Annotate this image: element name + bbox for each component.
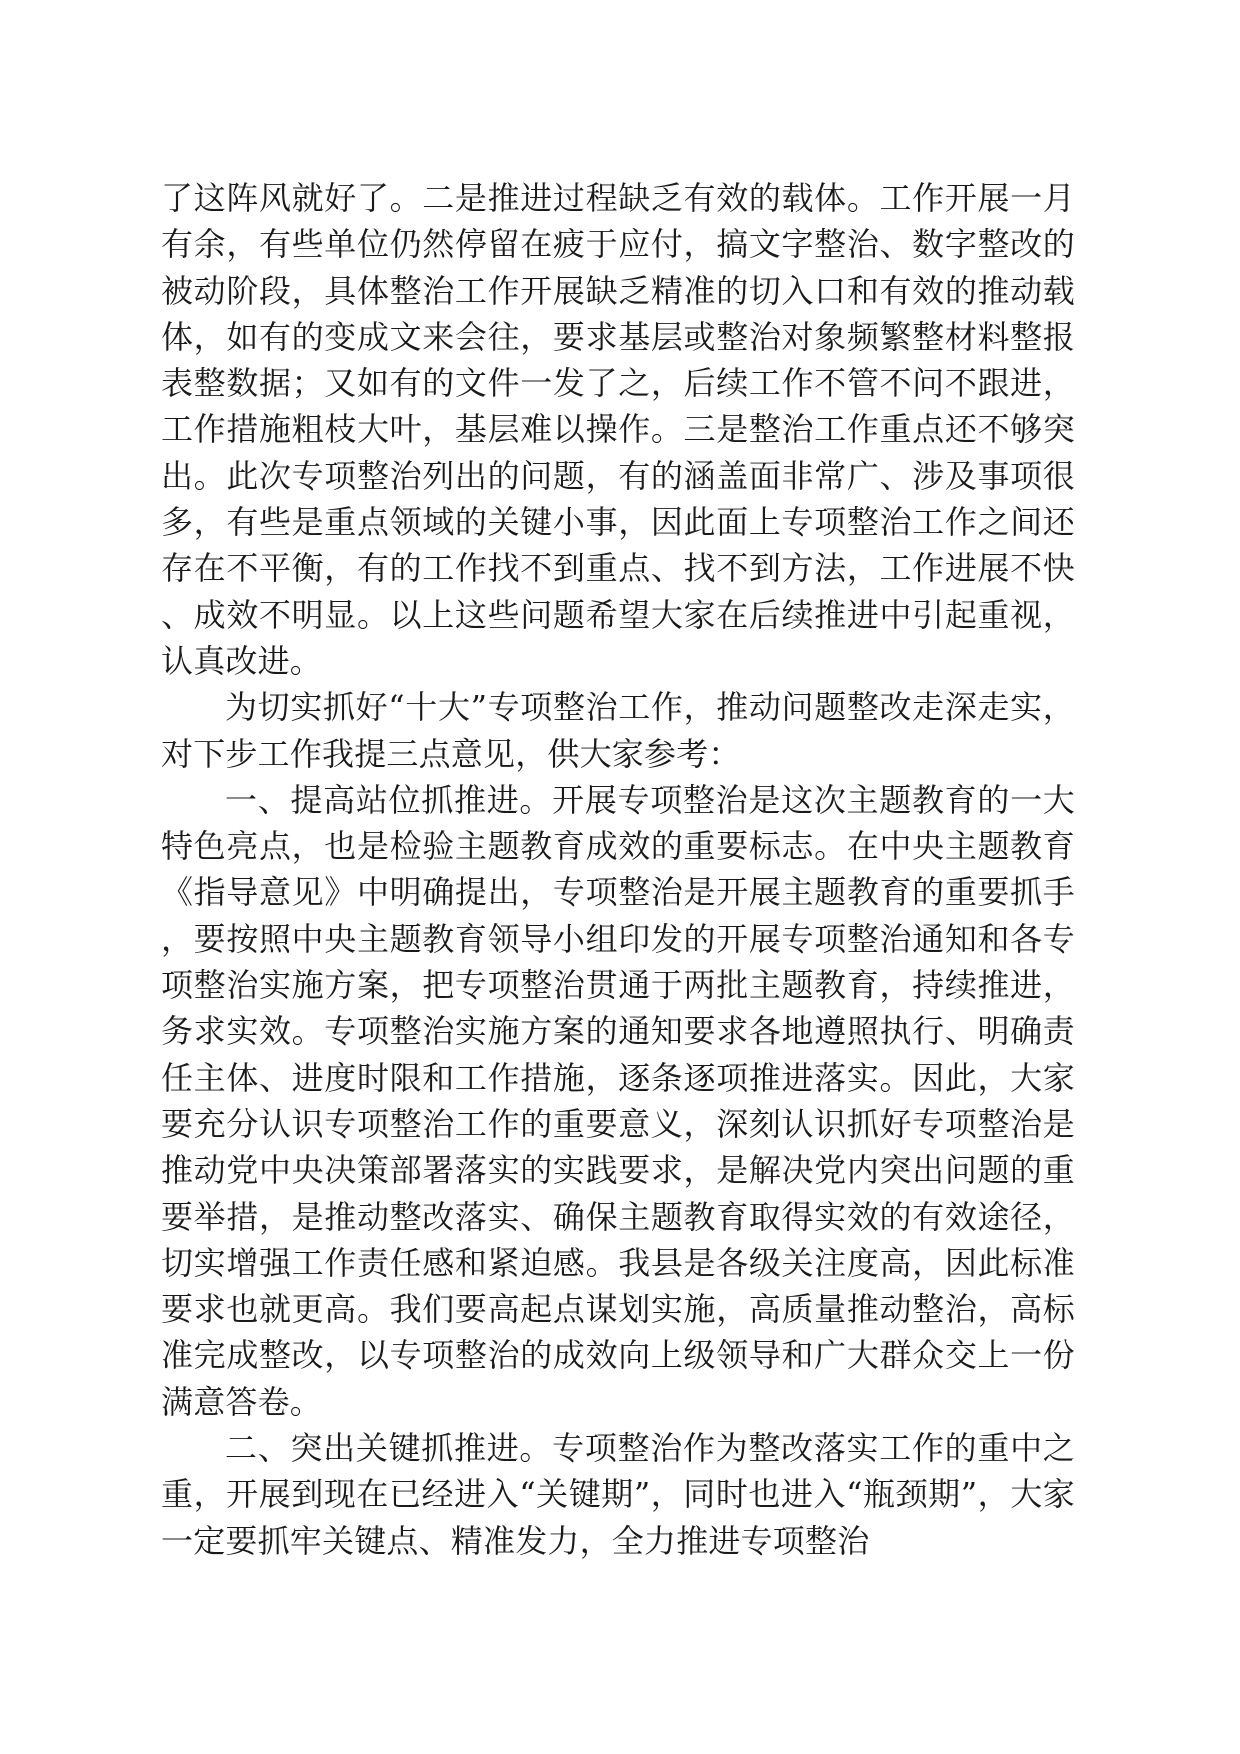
- paragraph-point-two: 二、突出关键抓推进。专项整治作为整改落实工作的重中之重，开展到现在已经进入“关键期”，同时也进入“瓶颈期”，大家一定要抓牢关键点、精准发力，全力推进专项整治: [161, 1429, 1075, 1560]
- paragraph-intro: 为切实抓好“十大”专项整治工作，推动问题整改走深走实，对下步工作我提三点意见，供大家参考：: [161, 688, 1075, 773]
- document-body: [161, 175, 1075, 1564]
- paragraph-point-one: 一、提高站位抓推进。开展专项整治是这次主题教育的一大特色亮点，也是检验主题教育成效的重要标志。在中央主题教育《指导意见》中明确提出，专项整治是开展主题教育的重要抓手，要按照中央主题教育领导小组印发的开展专项整治通知和各专项整治实施方案，把专项整治贯通于两批主题教育，持续推进，务求实效。专项整治实施方案的通知要求各地遵照执行、明确责任主体、进度时限和工作措施，逐条逐项推进落实。因此，大家要充分认识专项整治工作的重要意义，深刻认识抓好专项整治是推动党中央决策部署落实的实践要求，是解决党内突出问题的重要举措，是推动整改落实、确保主题教育取得实效的有效途径，切实增强工作责任感和紧迫感。我县是各级关注度高，因此标准要求也就更高。我们要高起点谋划实施，高质量推动整治，高标准完成整改，以专项整治的成效向上级领导和广大群众交上一份满意答卷。: [161, 780, 1075, 1421]
- paragraph-continuation: 了这阵风就好了。二是推进过程缺乏有效的载体。工作开展一月有余，有些单位仍然停留在疲于应付，搞文字整治、数字整改的被动阶段，具体整治工作开展缺乏精准的切入口和有效的推动载体，如有的变成文来会往，要求基层或整治对象频繁整材料整报表整数据；又如有的文件一发了之，后续工作不管不问不跟进，工作措施粗枝大叶，基层难以操作。三是整治工作重点还不够突出。此次专项整治列出的问题，有的涵盖面非常广、涉及事项很多，有些是重点领域的关键小事，因此面上专项整治工作之间还存在不平衡，有的工作找不到重点、找不到方法，工作进展不快、成效不明显。以上这些问题希望大家在后续推进中引起重视，认真改进。: [161, 179, 1075, 680]
